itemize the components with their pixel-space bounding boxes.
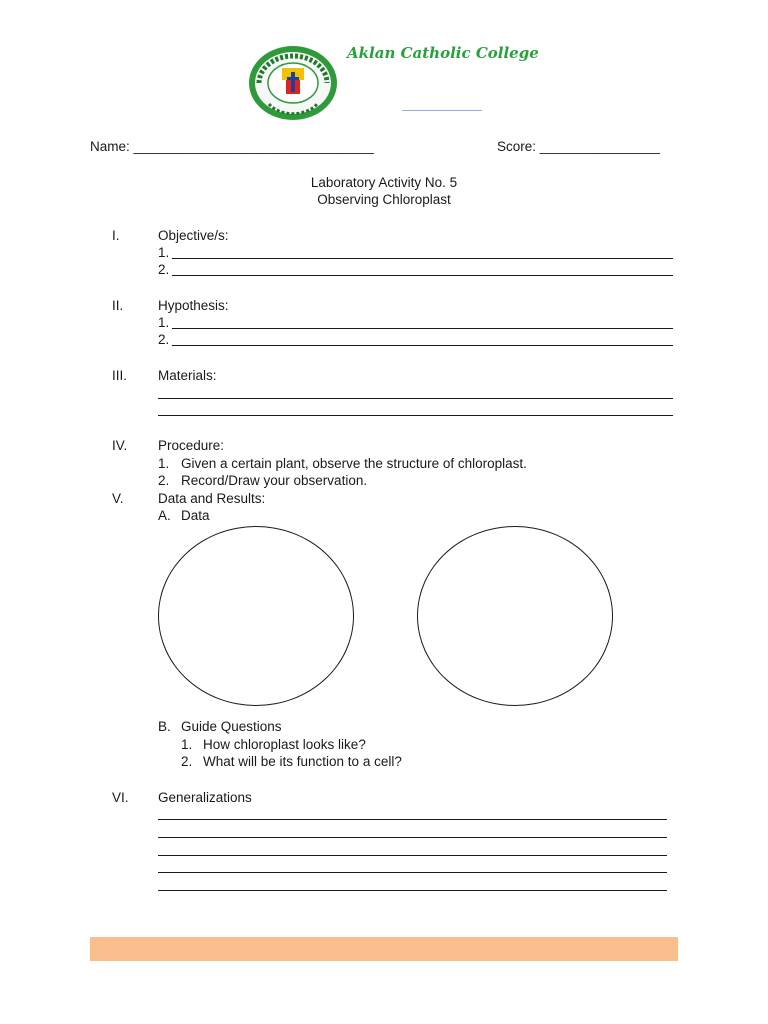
materials-answer-line[interactable] [158,398,673,399]
section-numeral-objectives: I. [112,228,120,243]
footer-bar [90,937,678,961]
generalizations-answer-line[interactable] [158,855,667,856]
hypothesis-answer-line[interactable] [172,328,673,329]
section-numeral-hypothesis: II. [112,298,124,313]
objective-item-number: 2. [158,262,170,277]
guide-question: What will be its function to a cell? [203,754,402,769]
header-rule [402,110,482,111]
procedure-step: Given a certain plant, observe the structure of chloroplast. [181,456,527,471]
section-numeral-generalizations: VI. [112,790,129,805]
hypothesis-item-number: 2. [158,332,170,347]
school-name: Aklan Catholic College [347,44,539,62]
hypothesis-answer-line[interactable] [172,345,673,346]
generalizations-answer-line[interactable] [158,819,667,820]
section-numeral-materials: III. [112,368,128,383]
score-field[interactable]: Score: ________________ [497,139,660,154]
drawing-circle-right[interactable] [417,526,613,706]
data-label-letter: A. [158,508,171,523]
generalizations-answer-line[interactable] [158,890,667,891]
procedure-step-number: 2. [158,473,170,488]
objective-answer-line[interactable] [172,275,673,276]
section-numeral-procedure: IV. [112,438,128,453]
materials-heading: Materials: [158,368,217,383]
guide-question-number: 1. [181,737,193,752]
objective-item-number: 1. [158,245,170,260]
hypothesis-item-number: 1. [158,315,170,330]
section-numeral-data-results: V. [112,491,124,506]
drawing-circle-left[interactable] [158,526,354,706]
college-logo [249,46,337,120]
generalizations-answer-line[interactable] [158,837,667,838]
activity-title: Laboratory Activity No. 5 [310,175,458,190]
generalizations-heading: Generalizations [158,790,252,805]
activity-subtitle: Observing Chloroplast [317,192,451,207]
procedure-heading: Procedure: [158,438,225,453]
data-results-heading: Data and Results: [158,491,266,506]
college-seal-icon [249,46,337,120]
guide-question: How chloroplast looks like? [203,737,366,752]
objective-answer-line[interactable] [172,258,673,259]
hypothesis-heading: Hypothesis: [158,298,229,313]
objectives-heading: Objective/s: [158,228,229,243]
materials-answer-line[interactable] [158,415,673,416]
generalizations-answer-line[interactable] [158,872,667,873]
guide-questions-heading: Guide Questions [181,719,282,734]
guide-question-number: 2. [181,754,193,769]
data-label: Data [181,508,210,523]
guide-questions-letter: B. [158,719,171,734]
procedure-step: Record/Draw your observation. [181,473,368,488]
name-field[interactable]: Name: ________________________________ [90,139,374,154]
procedure-step-number: 1. [158,456,170,471]
